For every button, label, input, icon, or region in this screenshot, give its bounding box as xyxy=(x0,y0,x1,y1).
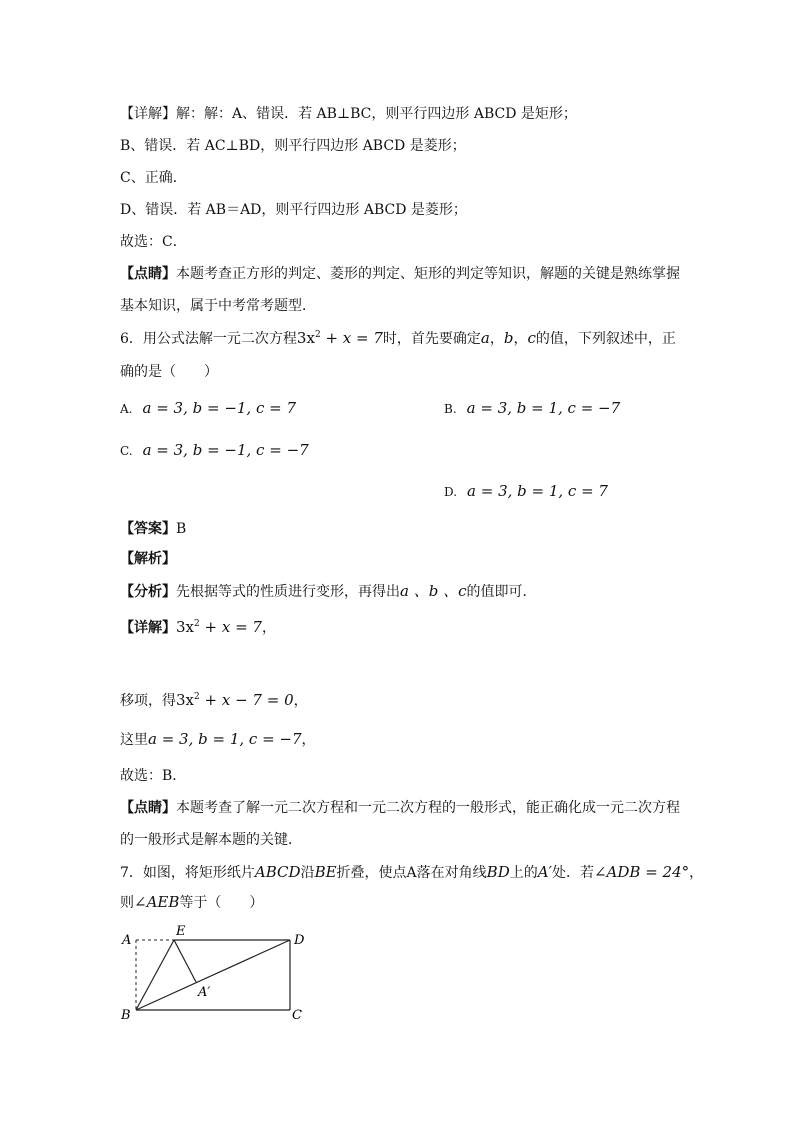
detail-line-a: 【详解】解：解：A、错误．若 AB⊥BC，则平行四边形 ABCD 是矩形； xyxy=(120,106,577,122)
q6-stem-line-2: 确的是（ ） xyxy=(120,364,218,380)
detail-line-d: D、错误．若 AB＝AD，则平行四边形 ABCD 是菱形； xyxy=(120,202,467,218)
detail-line-b: B、错误．若 AC⊥BD，则平行四边形 ABCD 是菱形； xyxy=(120,138,466,154)
q6-analysis: 【分析】先根据等式的性质进行变形，再得出a 、b 、c的值即可． xyxy=(120,582,537,600)
choose-line: 故选：C． xyxy=(120,234,187,250)
q6-answer: 【答案】B xyxy=(120,521,187,537)
q6-analysis-heading: 【解析】 xyxy=(120,551,176,567)
diagonal-BD xyxy=(136,940,290,1010)
rectangle-fold-figure xyxy=(118,920,318,1025)
remark-line-2: 基本知识，属于中考常考题型． xyxy=(120,298,316,314)
q6-coefficients: 这里a = 3, b = 1, c = −7， xyxy=(120,730,316,748)
remark-line-1: 【点睛】本题考查正方形的判定、菱形的判定、矩形的判定等知识，解题的关键是熟练掌握 xyxy=(120,266,680,282)
label-D: D xyxy=(294,933,305,948)
q6-option-b: B. a = 3, b = 1, c = −7 xyxy=(444,399,621,417)
q6-option-d: D. a = 3, b = 1, c = 7 xyxy=(444,482,608,500)
label-A-prime: A′ xyxy=(198,985,211,1000)
detail-line-c: C、正确． xyxy=(120,170,187,186)
q7-stem-line-2: 则∠AEB等于（ ） xyxy=(120,893,264,911)
q6-remark-line-2: 的一般形式是解本题的关键． xyxy=(120,832,302,848)
label-E: E xyxy=(176,924,186,939)
segment-EA-prime xyxy=(174,940,196,982)
q6-move-terms: 移项，得$3x^2 + x - 7 = 0$， xyxy=(120,691,308,709)
q7-stem-line-1: 7．如图，将矩形纸片ABCD沿BE折叠，使点A落在对角线BD上的A′处．若∠ADB = 24°， xyxy=(120,863,704,881)
q6-stem-line-1: 6．用公式法解一元二次方程$3x^2 + x = 7$时，首先要确定a，b，c的值，下列叙述中，正 xyxy=(120,329,676,347)
q6-option-a: A. a = 3, b = −1, c = 7 xyxy=(120,399,297,417)
label-B: B xyxy=(121,1008,131,1023)
label-C: C xyxy=(292,1008,302,1023)
q6-remark-line-1: 【点睛】本题考查了解一元二次方程和一元二次方程的一般形式，能正确化成一元二次方程 xyxy=(120,800,680,816)
q6-option-c: C. a = 3, b = −1, c = −7 xyxy=(120,441,309,459)
q6-detail-equation: 【详解】$3x^2 + x = 7$， xyxy=(120,618,276,636)
q6-choose: 故选：B． xyxy=(120,768,187,784)
label-A: A xyxy=(122,933,132,948)
segment-BE xyxy=(136,940,174,1010)
